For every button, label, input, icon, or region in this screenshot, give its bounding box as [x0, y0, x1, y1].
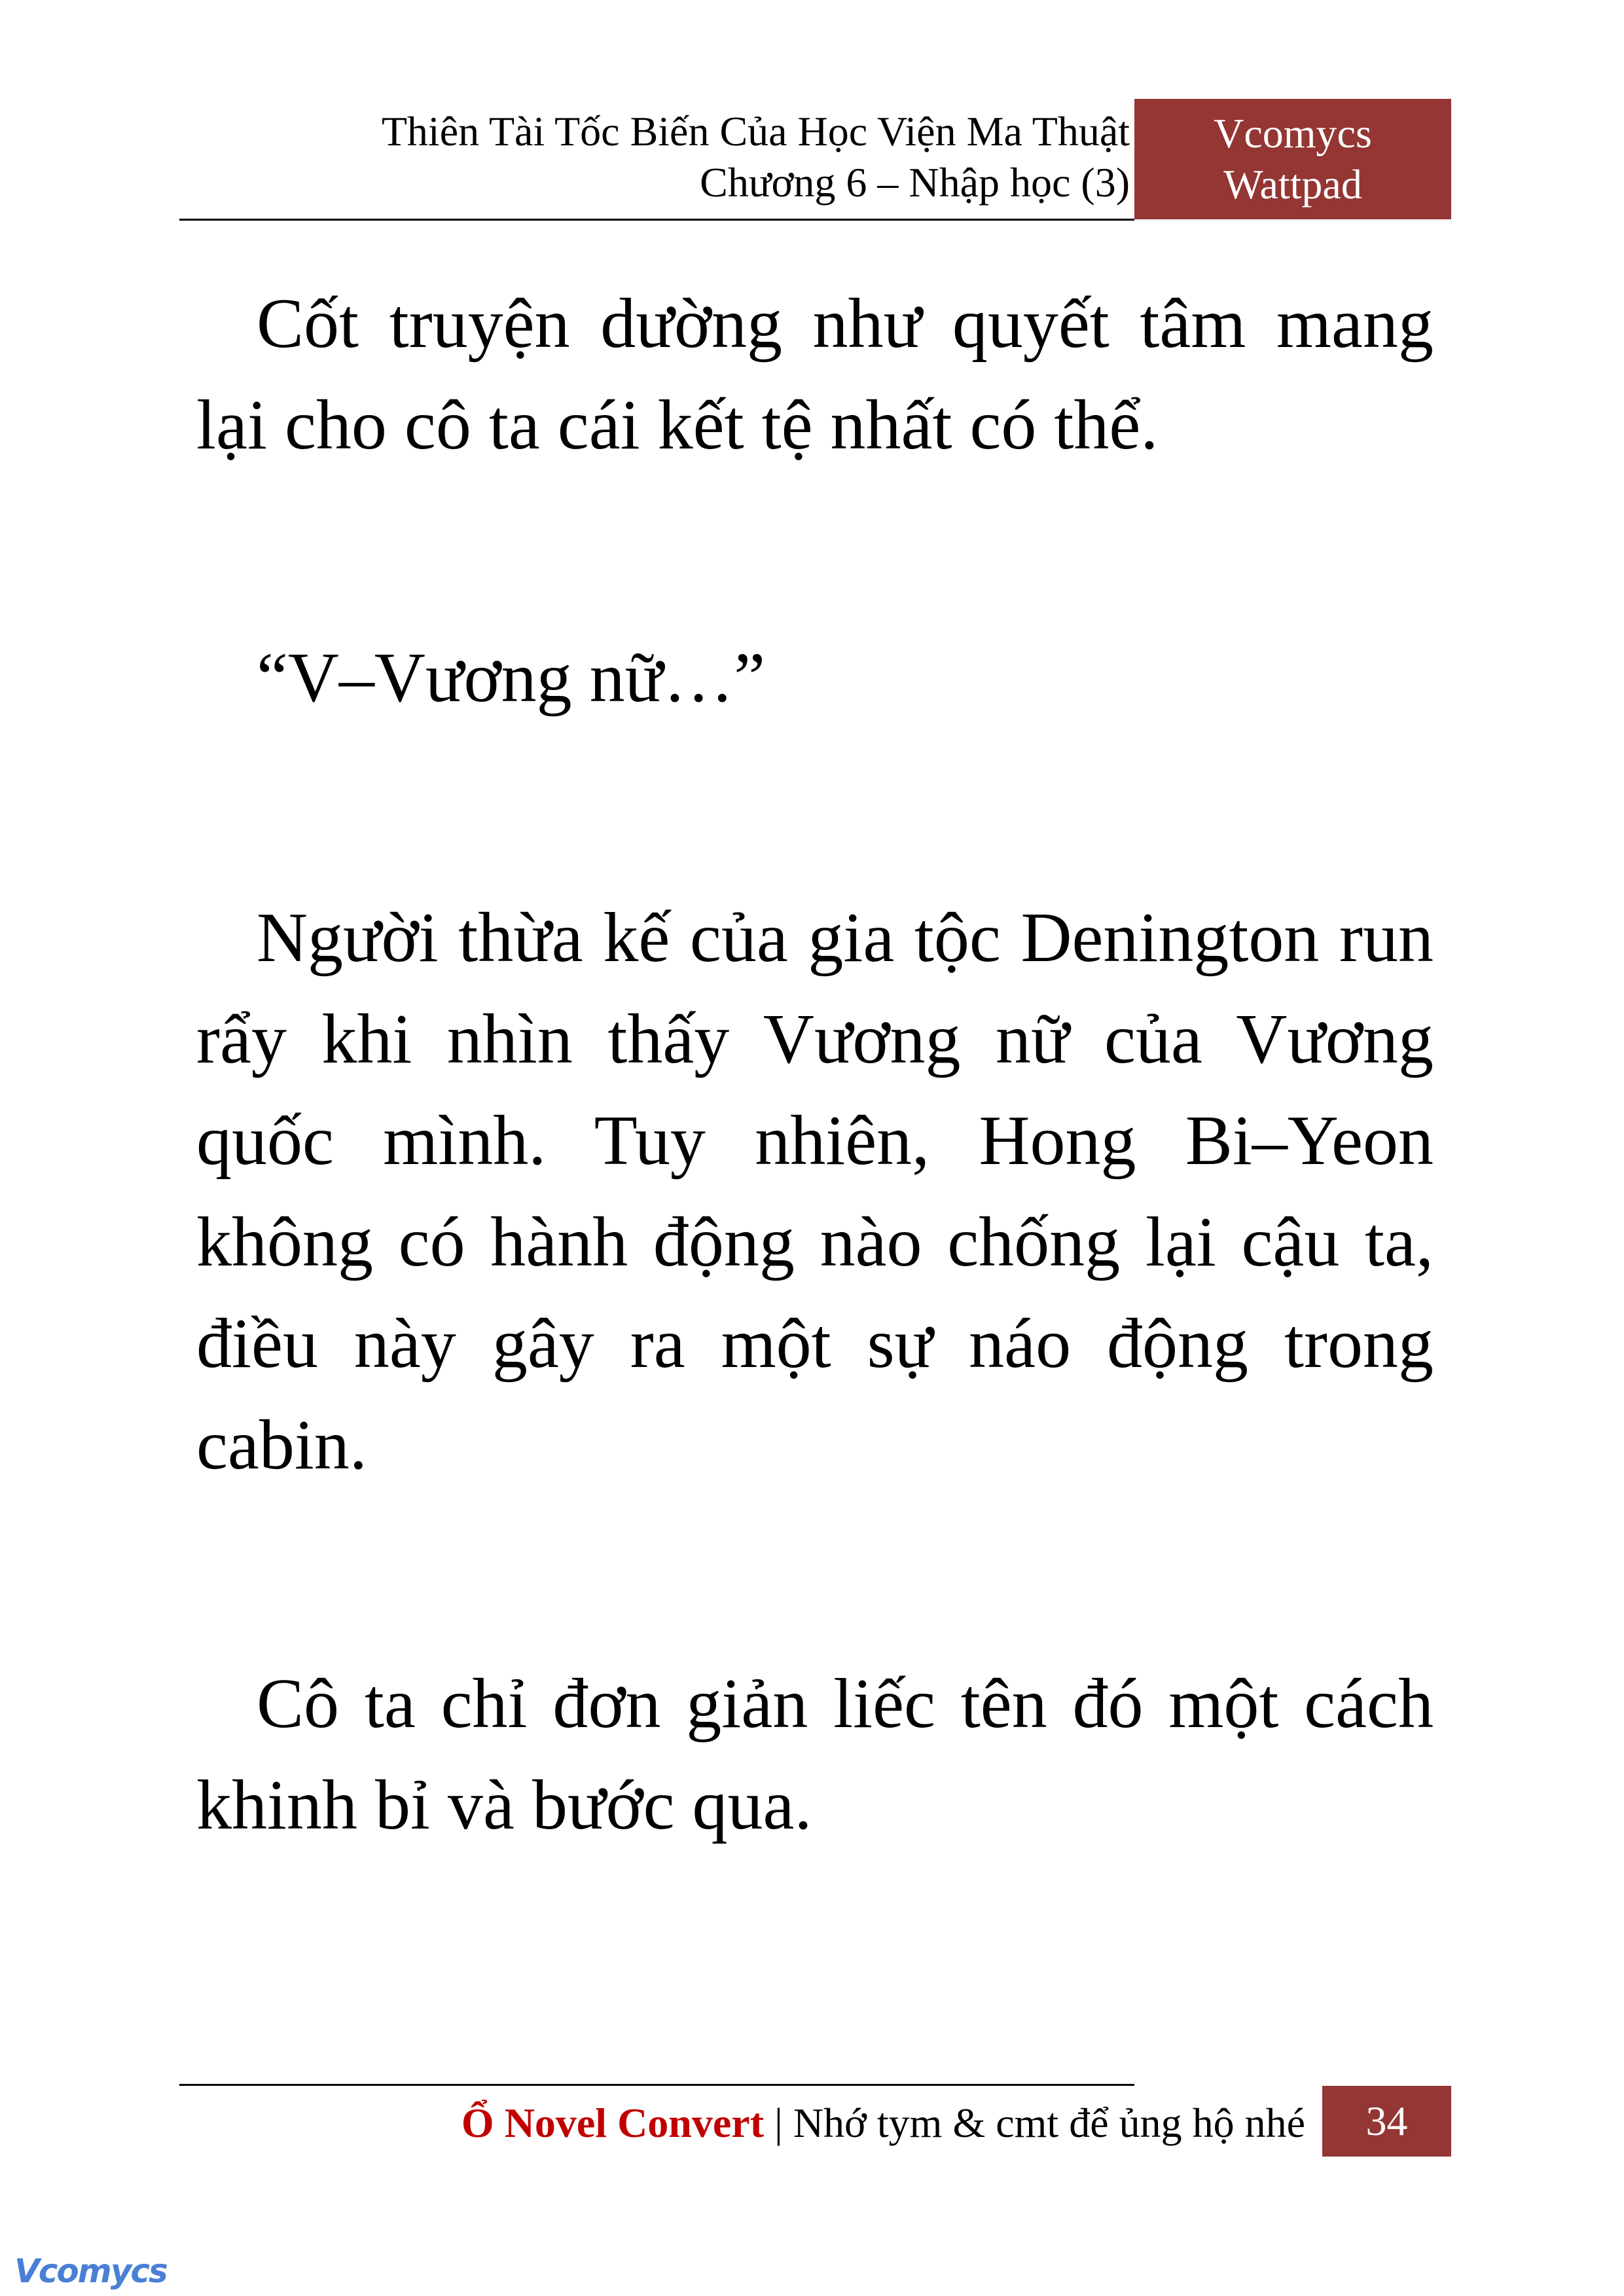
page-number: 34 — [1322, 2086, 1451, 2157]
header-divider — [179, 219, 1134, 221]
paragraph-4: Cô ta chỉ đơn giản liếc tên đó một cách khinh bỉ và bước qua. — [196, 1665, 1434, 1844]
book-title: Thiên Tài Tốc Biến Của Học Viện Ma Thuật — [381, 108, 1130, 155]
footer-separator: | — [764, 2100, 793, 2146]
footer-brand: Ổ Novel Convert — [461, 2100, 764, 2146]
watermark-logo: Vcomycs — [14, 2252, 167, 2290]
source-badge-line1: Vcomycs — [1214, 110, 1372, 156]
paragraph-1: Cốt truyện dường như quyết tâm mang lại cho cô ta cái kết tệ nhất có thể. — [196, 285, 1434, 464]
chapter-title: Chương 6 – Nhập học (3) — [700, 159, 1130, 206]
paragraph-3: Người thừa kế của gia tộc Denington run rẩy khi nhìn thấy Vương nữ của Vương quốc mình. Tuy nhiên, Hong Bi–Yeon không có hành động nào chống lại cậu ta, điều này gây ra một sự náo động trong cabin. — [196, 899, 1434, 1484]
source-badge — [1134, 99, 1451, 219]
paragraph-2: “V–Vương nữ…” — [257, 639, 766, 717]
running-header — [382, 106, 1130, 208]
footer-divider — [179, 2084, 1134, 2086]
footer-note: Nhớ tym & cmt để ủng hộ nhé — [793, 2100, 1305, 2146]
source-badge-line2: Wattpad — [1223, 161, 1362, 208]
footer-credit — [461, 2098, 1305, 2149]
